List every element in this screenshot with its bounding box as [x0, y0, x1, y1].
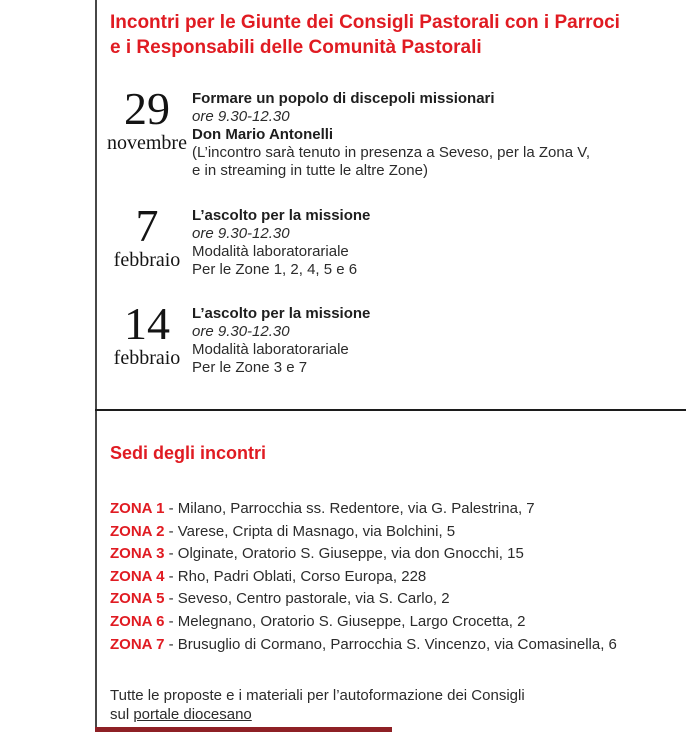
zone-location: - Varese, Cripta di Masnago, via Bolchini, 5	[168, 522, 456, 540]
event-title: L’ascolto per la missione	[192, 305, 371, 322]
venue-row	[110, 588, 670, 611]
venue-row	[110, 611, 670, 634]
footer-line-1: Tutte le proposte e i materiali per l’autoformazione dei Consigli	[110, 687, 525, 704]
footer-line-2	[110, 705, 525, 724]
event-month: novembre	[107, 132, 187, 154]
event-mode: Modalità laboratorariale	[192, 341, 349, 358]
footer-note	[110, 686, 525, 724]
event-item	[104, 83, 652, 180]
event-date	[104, 83, 190, 180]
venue-row	[110, 566, 670, 589]
venue-row	[110, 521, 670, 544]
event-note-line-1: (L’incontro sarà tenuto in presenza a Seveso, per la Zona V,	[192, 144, 591, 161]
venue-row	[110, 634, 670, 657]
zone-location: - Rho, Padri Oblati, Corso Europa, 228	[168, 567, 427, 585]
venues-list	[110, 498, 670, 656]
event-day: 14	[124, 298, 170, 349]
zone-label: ZONA 1	[110, 500, 165, 517]
event-note-line-2: e in streaming in tutte le altre Zone)	[192, 162, 428, 179]
event-time: ore 9.30-12.30	[192, 108, 290, 125]
zone-location: - Olginate, Oratorio S. Giuseppe, via don Gnocchi, 15	[168, 545, 524, 563]
page-title-line-1: Incontri per le Giunte dei Consigli Pastorali con i Parroci	[110, 12, 620, 33]
zone-label: ZONA 3	[110, 545, 165, 563]
event-details	[192, 86, 652, 180]
event-item	[104, 200, 652, 279]
event-title: L’ascolto per la missione	[192, 207, 371, 224]
event-day: 7	[135, 200, 159, 251]
page-title	[110, 10, 620, 60]
event-day: 29	[124, 83, 170, 134]
zone-location: - Brusuglio di Cormano, Parrocchia S. Vincenzo, via Comasinella, 6	[168, 635, 617, 653]
zone-location: - Melegnano, Oratorio S. Giuseppe, Largo Crocetta, 2	[168, 612, 526, 630]
event-month: febbraio	[113, 347, 181, 369]
portal-link[interactable]: portale diocesano	[133, 706, 252, 723]
left-margin-rule	[95, 0, 97, 732]
event-item	[104, 298, 652, 377]
event-month: febbraio	[113, 249, 181, 271]
zone-label: ZONA 2	[110, 522, 165, 540]
event-time: ore 9.30-12.30	[192, 323, 290, 340]
event-time: ore 9.30-12.30	[192, 225, 290, 242]
venue-row	[110, 543, 670, 566]
zone-label: ZONA 7	[110, 635, 165, 653]
event-details	[192, 203, 652, 279]
page-title-line-2: e i Responsabili delle Comunità Pastorali	[110, 37, 482, 58]
venues-heading: Sedi degli incontri	[110, 443, 267, 463]
section-divider	[95, 409, 686, 411]
event-mode: Modalità laboratorariale	[192, 243, 349, 260]
event-zones: Per le Zone 3 e 7	[192, 359, 308, 376]
venue-row	[110, 498, 670, 521]
event-date	[104, 200, 190, 279]
zone-label: ZONA 4	[110, 567, 165, 585]
zone-label: ZONA 5	[110, 590, 165, 608]
footer-line-2-prefix: sul	[110, 706, 134, 723]
bottom-accent-bar	[95, 727, 392, 732]
zone-location: - Milano, Parrocchia ss. Redentore, via G. Palestrina, 7	[168, 500, 535, 517]
event-speaker: Don Mario Antonelli	[192, 126, 334, 143]
event-details	[192, 301, 652, 377]
zone-label: ZONA 6	[110, 612, 165, 630]
event-zones: Per le Zone 1, 2, 4, 5 e 6	[192, 261, 358, 278]
zone-location: - Seveso, Centro pastorale, via S. Carlo, 2	[168, 590, 450, 608]
event-date	[104, 298, 190, 377]
event-title: Formare un popolo di discepoli missionari	[192, 90, 495, 107]
